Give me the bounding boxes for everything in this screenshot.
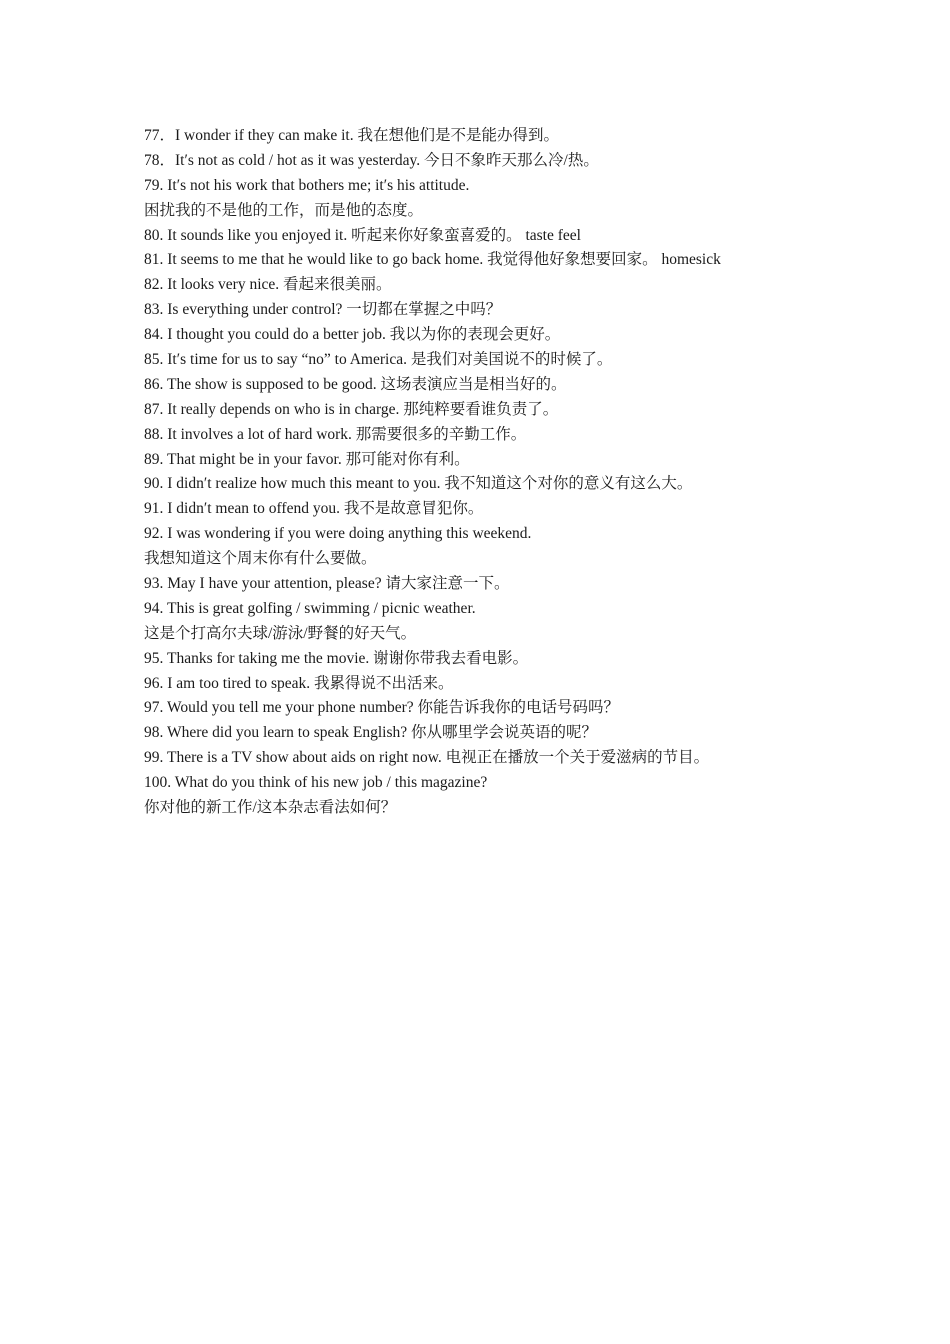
text-line: 89. That might be in your favor. 那可能对你有利。 [144, 450, 470, 468]
text-line: 83. Is everything under control? 一切都在掌握之中吗？ [144, 301, 502, 319]
text-line: 97. Would you tell me your phone number? 你能告诉我你的电话号码吗？ [144, 699, 620, 717]
text-line: 98. Where did you learn to speak English? 你从哪里学会说英语的呢？ [144, 724, 598, 742]
text-line: 91. I didn′t mean to offend you. 我不是故意冒犯你。 [144, 500, 484, 518]
text-line: 87. It really depends on who is in charge. 那纯粹要看谁负责了。 [144, 400, 559, 418]
text-line: 你对他的新工作/这本杂志看法如何？ [144, 799, 397, 817]
text-line: 95. Thanks for taking me the movie. 谢谢你带我去看电影。 [144, 649, 529, 667]
text-line: 99. There is a TV show about aids on right now. 电视正在播放一个关于爱滋病的节目。 [144, 749, 710, 767]
text-line: 84. I thought you could do a better job. 我以为你的表现会更好。 [144, 326, 561, 344]
text-line: 90. I didn′t realize how much this meant to you. 我不知道这个对你的意义有这么大。 [144, 475, 693, 493]
text-line: 80. It sounds like you enjoyed it. 听起来你好象蛮喜爱的。 taste feel [144, 226, 581, 244]
text-line: 85. It′s time for us to say “no” to America. 是我们对美国说不的时候了。 [144, 351, 613, 369]
text-line: 77．I wonder if they can make it. 我在想他们是不是能办得到。 [144, 127, 559, 144]
text-line: 88. It involves a lot of hard work. 那需要很多的辛勤工作。 [144, 425, 527, 443]
text-line: 93. May I have your attention, please? 请大家注意一下。 [144, 575, 510, 593]
text-line: 困扰我的不是他的工作，而是他的态度。 [144, 201, 424, 219]
text-line: 96. I am too tired to speak. 我累得说不出活来。 [144, 674, 454, 692]
text-line: 81. It seems to me that he would like to go back home. 我觉得他好象想要回家。 homesick [144, 251, 721, 269]
phrase-list [144, 124, 864, 821]
text-line: 79. It′s not his work that bothers me; it′s his attitude. [144, 176, 470, 194]
text-line: 78．It′s not as cold / hot as it was yesterday. 今日不象昨天那么冷/热。 [144, 151, 599, 169]
text-line: 82. It looks very nice. 看起来很美丽。 [144, 276, 392, 294]
text-line: 92. I was wondering if you were doing anything this weekend. [144, 525, 532, 543]
text-line: 这是个打高尔夫球/游泳/野餐的好天气。 [144, 624, 417, 642]
text-line: 94. This is great golfing / swimming / picnic weather. [144, 599, 476, 617]
text-line: 86. The show is supposed to be good. 这场表演应当是相当好的。 [144, 375, 567, 393]
text-line: 我想知道这个周末你有什么要做。 [144, 550, 377, 568]
text-line: 100. What do you think of his new job / this magazine? [144, 774, 488, 792]
